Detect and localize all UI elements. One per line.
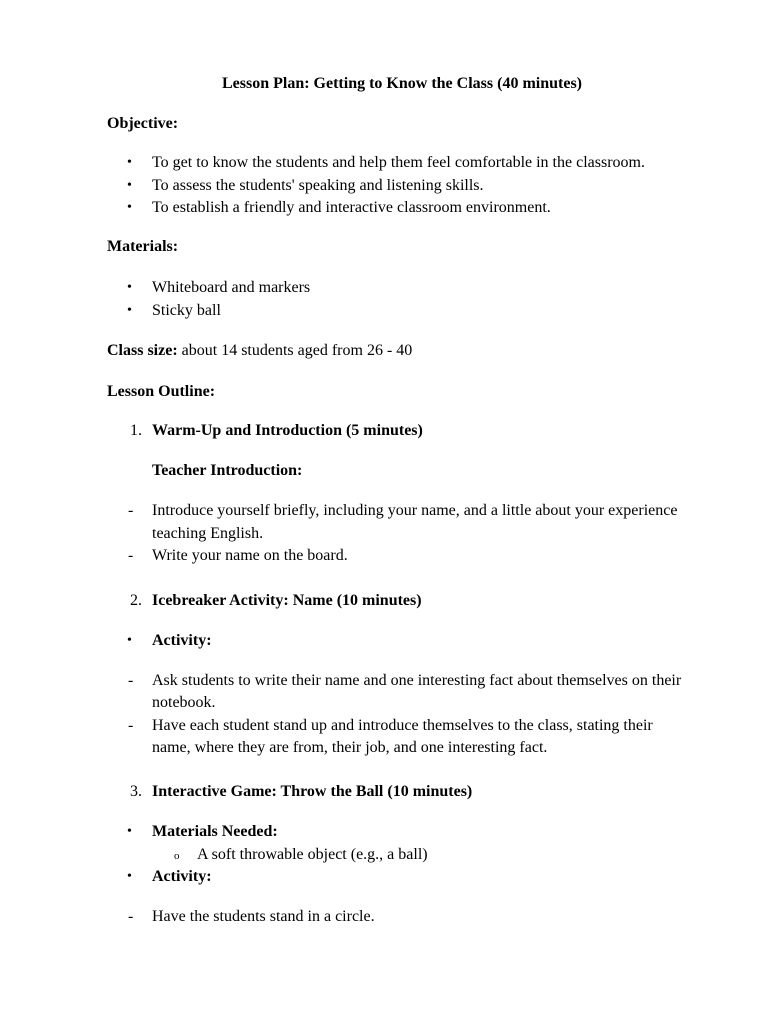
- materials-item: Sticky ball: [152, 302, 221, 319]
- section-number: 3.: [130, 783, 142, 800]
- sub-bullet-icon: o: [174, 850, 180, 862]
- bullet-icon: •: [127, 824, 132, 839]
- section-number: 1.: [130, 422, 142, 439]
- materials-item: Whiteboard and markers: [152, 279, 311, 296]
- objective-item: To assess the students' speaking and listening skills.: [152, 177, 484, 194]
- dash-item-line: teaching English.: [152, 525, 264, 542]
- bullet-icon: •: [127, 303, 132, 318]
- bullet-icon: •: [127, 869, 132, 884]
- section-bullet-label: Activity:: [152, 632, 212, 649]
- dash-marker: -: [128, 502, 134, 519]
- bullet-icon: •: [127, 633, 132, 648]
- bullet-icon: •: [127, 200, 132, 215]
- dash-item-line: name, where they are from, their job, and one interesting fact.: [152, 739, 548, 756]
- bullet-icon: •: [127, 280, 132, 295]
- dash-marker: -: [128, 672, 134, 689]
- section-number: 2.: [130, 592, 142, 609]
- bullet-icon: •: [127, 178, 132, 193]
- dash-item-line: Ask students to write their name and one interesting fact about themselves on their: [152, 672, 682, 689]
- objective-item: To establish a friendly and interactive classroom environment.: [152, 199, 551, 216]
- objective-heading: Objective:: [107, 115, 179, 132]
- dash-item-line: Introduce yourself briefly, including your name, and a little about your experience: [152, 502, 678, 519]
- dash-item-line: Have the students stand in a circle.: [152, 908, 375, 925]
- dash-marker: -: [128, 908, 134, 925]
- section-title: Icebreaker Activity: Name (10 minutes): [152, 592, 422, 609]
- bullet-icon: •: [127, 155, 132, 170]
- dash-item-line: Have each student stand up and introduce themselves to the class, stating their: [152, 717, 653, 734]
- materials-needed-label: Materials Needed:: [152, 823, 278, 840]
- materials-heading: Materials:: [107, 238, 179, 255]
- dash-item-line: Write your name on the board.: [152, 547, 348, 564]
- lesson-outline-heading: Lesson Outline:: [107, 383, 216, 400]
- dash-marker: -: [128, 717, 134, 734]
- document-title: Lesson Plan: Getting to Know the Class (40 minutes): [221, 75, 582, 92]
- objective-item: To get to know the students and help them feel comfortable in the classroom.: [152, 154, 645, 171]
- dash-item-line: notebook.: [152, 694, 216, 711]
- section-title: Warm-Up and Introduction (5 minutes): [152, 422, 423, 439]
- section-title: Interactive Game: Throw the Ball (10 minutes): [152, 783, 473, 800]
- class-size: [107, 340, 412, 362]
- activity-label: Activity:: [152, 868, 212, 885]
- materials-needed-item: A soft throwable object (e.g., a ball): [197, 846, 428, 863]
- section-subheading: Teacher Introduction:: [152, 462, 303, 479]
- class-size-label: Class size:: [107, 342, 178, 359]
- class-size-value: about 14 students aged from 26 - 40: [177, 342, 413, 359]
- dash-marker: -: [128, 547, 134, 564]
